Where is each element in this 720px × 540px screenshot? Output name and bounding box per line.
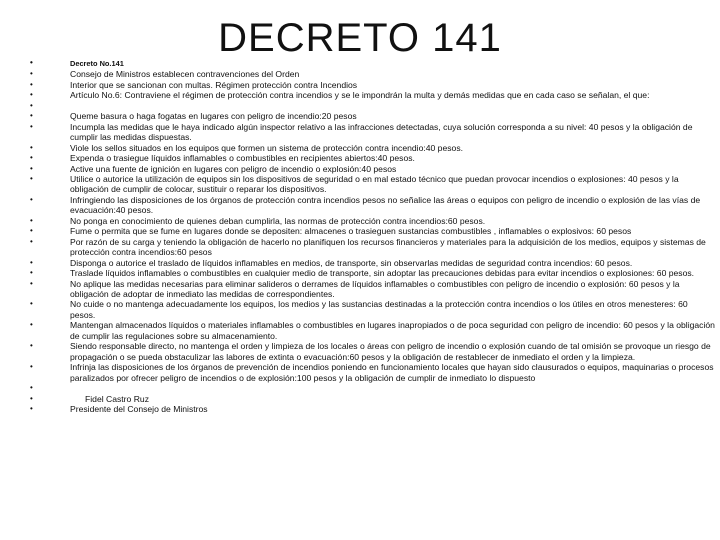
list-item: • Expenda o trasiegue líquidos inflamables o combustibles en recipientes abiertos:40 pesos. (30, 153, 715, 163)
list-item: • Incumpla las medidas que le haya indicado algún inspector relativo a las infracciones detectadas, cuya solución corresponda a su nivel: 40 pesos y la obligación de cumplir las medidas dispuestas. (30, 122, 715, 143)
list-item: • Infringiendo las disposiciones de los órganos de protección contra incendios pesos no señalice las áreas o equipos con peligro de incendio o explosión de las vías de evacuación:40 pesos. (30, 195, 715, 216)
list-item: • Decreto No.141 (30, 58, 715, 69)
list-item (30, 383, 715, 393)
list-item (30, 101, 715, 111)
list-item: • Por razón de su carga y teniendo la obligación de hacerlo no planifiquen los recursos financieros y materiales para la adquisición de los medios, equipos y sistemas de protección contra incendios:60 pesos (30, 237, 715, 258)
signature-name: • Fidel Castro Ruz (30, 394, 715, 404)
list-item: • Interior que se sancionan con multas. Régimen protección contra Incendios (30, 80, 715, 90)
list-item: • Utilice o autorice la utilización de equipos sin los dispositivos de seguridad o en mal estado técnico que puedan provocar incendios o explosiones: 40 pesos y la obligación de cumplir de colocar, sustituir o reparar los dispositivos. (30, 174, 715, 195)
list-item: • Disponga o autorice el traslado de líquidos inflamables en medios, de transporte, sin observarlas medidas de seguridad contra incendios: 60 pesos. (30, 258, 715, 268)
list-item: • No cuide o no mantenga adecuadamente los equipos, los medios y las sustancias destinadas a la protección contra incendios o los útiles en otros menesteres: 60 pesos. (30, 299, 715, 320)
signature-title: • Presidente del Consejo de Ministros (30, 404, 715, 414)
list-item: • Consejo de Ministros establecen contravenciones del Orden (30, 69, 715, 79)
list-item: • Mantengan almacenados líquidos o materiales inflamables o combustibles en lugares inapropiados o de poca seguridad con peligro de incendio: 60 pesos y la obligación de cumplir las regulaciones sobre su almacenamiento. (30, 320, 715, 341)
list-item: • No ponga en conocimiento de quienes deban cumplirla, las normas de protección contra incendios:60 pesos. (30, 216, 715, 226)
list-item: • Siendo responsable directo, no mantenga el orden y limpieza de los locales o áreas con peligro de incendio o explosión cuando de tal omisión se provoque un riesgo de propagación o se pueda obstaculizar las labores de extinta o evacuación:60 pesos y la obligación de restablecer de inmediato el orden y la limpieza. (30, 341, 715, 362)
list-item: • Queme basura o haga fogatas en lugares con peligro de incendio:20 pesos (30, 111, 715, 121)
list-item: • Viole los sellos situados en los equipos que formen un sistema de protección contra incendio:40 pesos. (30, 143, 715, 153)
list-item: • No aplique las medidas necesarias para eliminar salideros o derrames de líquidos inflamables o combustibles con peligro de incendio o explosión: 60 pesos y la obligación de adoptar de inmediato las medidas de correspondientes. (30, 279, 715, 300)
page-title: DECRETO 141 (218, 16, 502, 60)
list-item: • Infrinja las disposiciones de los órganos de prevención de incendios poniendo en funcionamiento locales que hayan sido clausurados o equipos, maquinarias o procesos paralizados por ofrecer peligro de incendios o de explosión:100 pesos y la obligación de cumplir de inmediato lo dispuesto (30, 362, 715, 383)
list-item: • Fume o permita que se fume en lugares donde se depositen: almacenes o trasieguen sustancias combustibles , inflamables o explosivos: 60 pesos (30, 226, 715, 236)
list-item: • Active una fuente de ignición en lugares con peligro de incendio o explosión:40 pesos (30, 164, 715, 174)
decree-list (30, 58, 715, 414)
list-item: • Artículo No.6: Contraviene el régimen de protección contra incendios y se le impondrán la multa y demás medidas que en cada caso se señalan, el que: (30, 90, 715, 100)
list-item: • Traslade líquidos inflamables o combustibles en cualquier medio de transporte, sin adoptar las precauciones debidas para evitar incendios o explosiones: 60 pesos. (30, 268, 715, 278)
